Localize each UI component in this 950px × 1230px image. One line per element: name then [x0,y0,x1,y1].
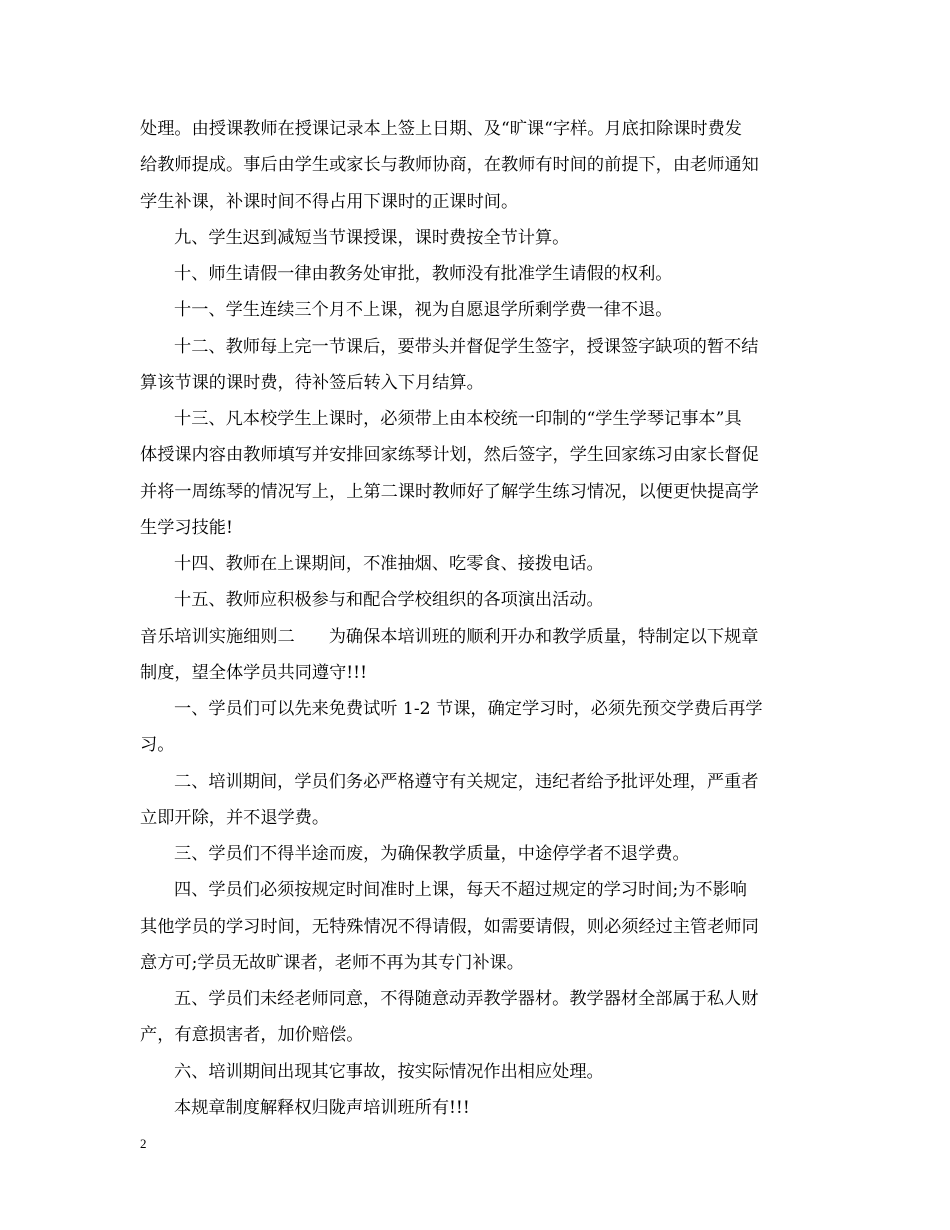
rule-item-14: 十四、教师在上课期间，不准抽烟、吃零食、接拨电话。 [174,554,604,574]
text-line: 意方可;学员无故旷课者，老师不再为其专门补课。 [140,952,524,973]
section-intro-line [140,619,812,655]
section-intro: 为确保本培训班的顺利开办和教学质量，特制定以下规章 [328,626,759,647]
page-number: 2 [140,1136,147,1151]
regulation-item-1: 一、学员们可以先来免费试听 1-2 节课，确定学习时，必须先预交学费后再学 [174,699,763,719]
regulation-item-5: 五、学员们未经老师同意，不得随意动弄教学器材。教学器材全部属于私人财 [174,989,759,1009]
text-line: 体授课内容由教师填写并安排回家练琴计划，然后签字，学生回家练习由家长督促 [140,445,759,466]
rule-item-13: 十三、凡本校学生上课时，必须带上由本校统一印制的“学生学琴记事本”具 [174,409,742,429]
text-line: 习。 [140,735,175,756]
text-line: 立即开除，并不退学费。 [140,807,330,828]
text-line: 产，有意损害者，加价赔偿。 [140,1025,364,1046]
text-line: 处理。由授课教师在授课记录本上签上日期、及“旷课“字样。月底扣除课时费发 [140,119,742,139]
text-line: 制度，望全体学员共同遵守!!! [140,662,367,683]
text-line: 算该节课的课时费，待补签后转入下月结算。 [140,372,484,393]
regulation-item-2: 二、培训期间，学员们务必严格遵守有关规定，违纪者给予批评处理，严重者 [174,771,759,792]
regulation-item-4: 四、学员们必须按规定时间准时上课，每天不超过规定的学习时间;为不影响 [174,880,747,901]
text-line: 给教师提成。事后由学生或家长与教师协商，在教师有时间的前提下，由老师通知 [140,155,759,176]
text-line: 学生补课，补课时间不得占用下课时的正课时间。 [140,191,519,212]
text-line: 生学习技能! [140,517,233,538]
document-body [140,111,812,1126]
rule-item-15: 十五、教师应积极参与和配合学校组织的各项演出活动。 [174,590,604,611]
text-line: 并将一周练琴的情况写上，上第二课时教师好了解学生练习情况，以便更快提高学 [140,481,759,502]
rule-item-9: 九、学生迟到减短当节课授课，课时费按全节计算。 [174,227,570,248]
rule-item-10: 十、师生请假一律由教务处审批，教师没有批准学生请假的权利。 [174,264,673,284]
text-line: 其他学员的学习时间，无特殊情况不得请假，如需要请假，则必须经过主管老师同 [140,916,759,937]
rule-item-12: 十二、教师每上完一节课后，要带头并督促学生签字，授课签字缺项的暂不结 [174,336,759,357]
closing-statement: 本规章制度解释权归陇声培训班所有!!! [174,1097,470,1118]
regulation-item-3: 三、学员们不得半途而废，为确保教学质量，中途停学者不退学费。 [174,844,690,864]
section-title: 音乐培训实施细则二 [140,626,295,647]
regulation-item-6: 六、培训期间出现其它事故，按实际情况作出相应处理。 [174,1061,604,1082]
rule-item-11: 十一、学生连续三个月不上课，视为自愿退学所剩学费一律不退。 [174,300,673,321]
